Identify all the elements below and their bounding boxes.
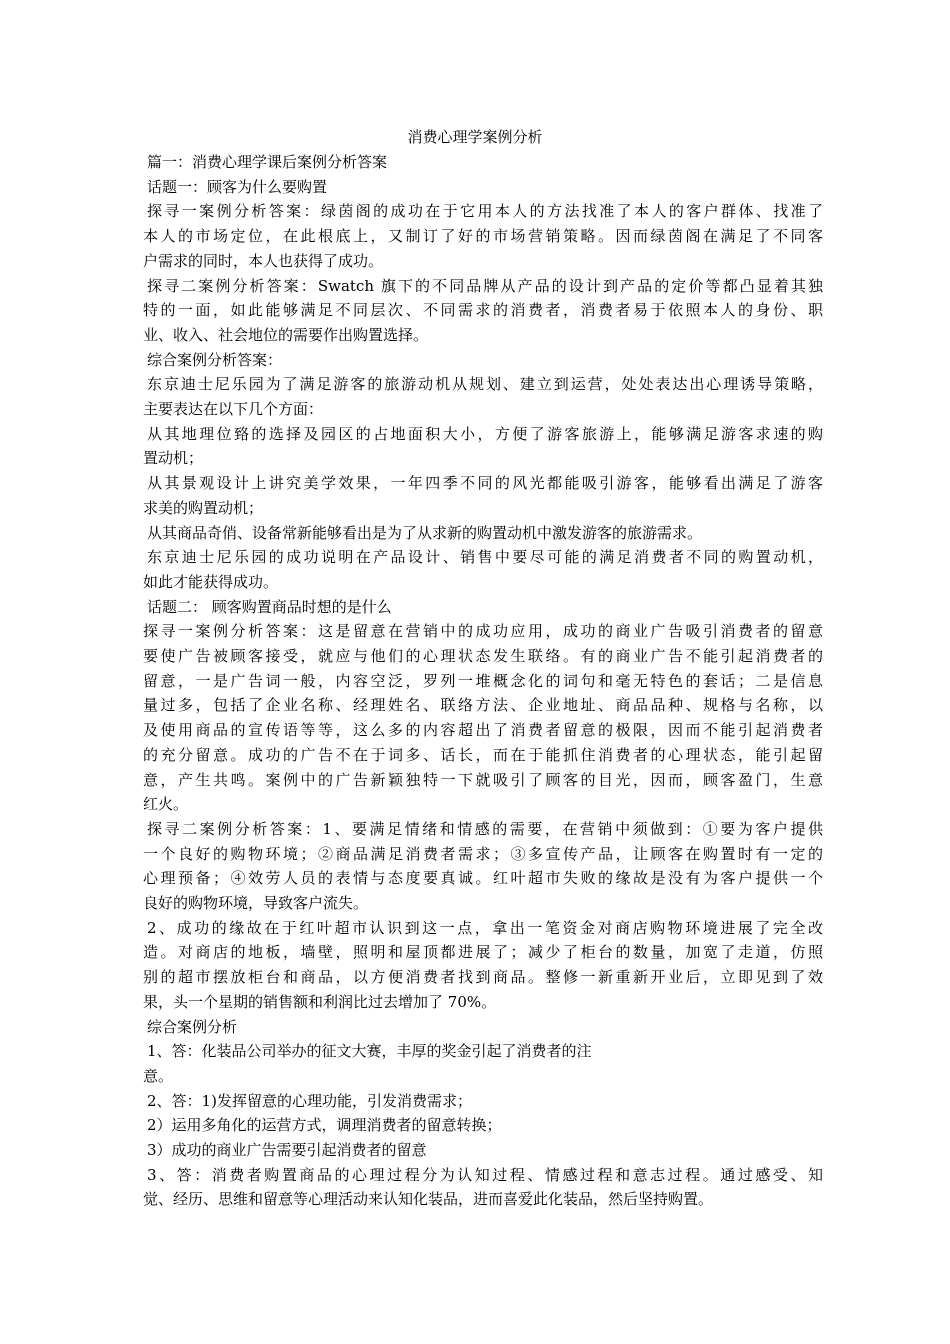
text-line: 从其景观设计上讲究美学效果，一年四季不同的风光都能吸引游客，能够看出满足了游客 — [147, 474, 823, 493]
text-line: 特的一面，如此能够满足不同层次、不同需求的消费者，消费者易于依照本人的身份、职 — [143, 301, 823, 320]
text-line: 篇一：消费心理学课后案例分析答案 — [147, 153, 388, 171]
text-line: 探寻二案例分析答案：1、要满足情绪和情感的需要，在营销中须做到：①要为客户提供 — [147, 819, 823, 838]
text-line: 户需求的同时，本人也获得了成功。 — [143, 251, 384, 270]
text-line: 综合案例分析答案： — [147, 350, 283, 369]
text-line: 从其地理位臵的选择及园区的占地面积大小，方便了游客旅游上，能够满足游客求速的购 — [147, 424, 823, 443]
text-line: 话题二： 顾客购置商品时想的是什么 — [147, 597, 392, 616]
text-line: 置动机； — [143, 449, 204, 468]
text-line: 红火。 — [143, 795, 189, 814]
document-title: 消费心理学案例分析 — [407, 128, 543, 146]
text-line: 探寻二案例分析答案：Swatch 旗下的不同品牌从产品的设计到产品的定价等都凸显着其独 — [147, 276, 823, 295]
text-line: 东京迪士尼乐园为了满足游客的旅游动机从规划、建立到运营，处处表达出心理诱导策略， — [147, 375, 823, 394]
text-line: 意，产生共鸣。案例中的广告新颖独特一下就吸引了顾客的目光，因而，顾客盈门，生意 — [143, 770, 823, 789]
text-line: 造。对商店的地板，墙壁，照明和屋顶都进展了；减少了柜台的数量，加宽了走道，仿照 — [143, 943, 823, 962]
text-line: 主要表达在以下几个方面： — [143, 400, 324, 418]
text-line: 探寻一案例分析答案：绿茵阁的成功在于它用本人的方法找准了本人的客户群体、找准了 — [147, 202, 823, 221]
text-line: 2、成功的缘故在于红叶超市认识到这一点，拿出一笔资金对商店购物环境进展了完全改 — [147, 918, 823, 937]
text-line: 留意，一是广告词一般，内容空泛，罗列一堆概念化的词句和毫无特色的套话；二是信息 — [143, 671, 823, 690]
text-line: 别的超市摆放柜台和商品，以方便消费者找到商品。整修一新重新开业后，立即见到了效 — [143, 968, 823, 987]
text-line: 从其商品奇俏、设备常新能够看出是为了从求新的购置动机中激发游客的旅游需求。 — [147, 523, 703, 542]
text-line: 量过多，包括了企业名称、经理姓名、联络方法、企业地址、商品品种、规格与名称，以 — [143, 696, 823, 715]
text-line: 综合案例分析 — [147, 1017, 238, 1036]
text-line: 意。 — [143, 1066, 174, 1085]
text-line: 话题一：顾客为什么要购置 — [147, 177, 328, 196]
text-line: 2、答：1)发挥留意的心理功能，引发消费需求； — [147, 1091, 472, 1110]
text-line: 如此才能获得成功。 — [143, 572, 279, 591]
text-line: 求美的购置动机； — [143, 498, 264, 517]
text-line: 本人的市场定位，在此根底上，又制订了好的市场营销策略。因而绿茵阁在满足了不同客 — [143, 227, 823, 246]
text-line: 东京迪士尼乐园的成功说明在产品设计、销售中要尽可能的满足消费者不同的购置动机， — [147, 548, 823, 567]
text-line: 的充分留意。成功的广告不在于词多、话长，而在于能抓住消费者的心理状态，能引起留 — [143, 745, 823, 764]
text-line: 3、答：消费者购置商品的心理过程分为认知过程、情感过程和意志过程。通过感受、知 — [147, 1165, 823, 1184]
text-line: 良好的购物环境，导致客户流失。 — [143, 894, 369, 912]
text-line: 3）成功的商业广告需要引起消费者的留意 — [147, 1141, 427, 1159]
text-line: 及使用商品的宣传语等等，这么多的内容超出了消费者留意的极限，因而不能引起消费者 — [143, 721, 823, 740]
text-line: 探寻一案例分析答案：这是留意在营销中的成功应用，成功的商业广告吸引消费者的留意 — [143, 622, 823, 641]
text-line: 业、收入、社会地位的需要作出购置选择。 — [143, 325, 429, 344]
text-line: 1、答：化装品公司举办的征文大赛，丰厚的奖金引起了消费者的注 — [147, 1042, 592, 1061]
text-line: 2）运用多角化的运营方式，调理消费者的留意转换； — [147, 1116, 502, 1135]
text-line: 心理预备；④效劳人员的表情与态度要真诚。红叶超市失败的缘故是没有为客户提供一个 — [143, 869, 823, 888]
text-line: 果，头一个星期的销售额和利润比过去增加了 70%。 — [143, 992, 497, 1011]
text-line: 觉、经历、思维和留意等心理活动来认知化装品，进而喜爱此化装品，然后坚持购置。 — [143, 1190, 714, 1209]
text-line: 要使广告被顾客接受，就应与他们的心理状态发生联络。有的商业广告不能引起消费者的 — [143, 647, 823, 665]
text-line: 一个良好的购物环境；②商品满足消费者需求；③多宣传产品，让顾客在购置时有一定的 — [143, 844, 823, 863]
